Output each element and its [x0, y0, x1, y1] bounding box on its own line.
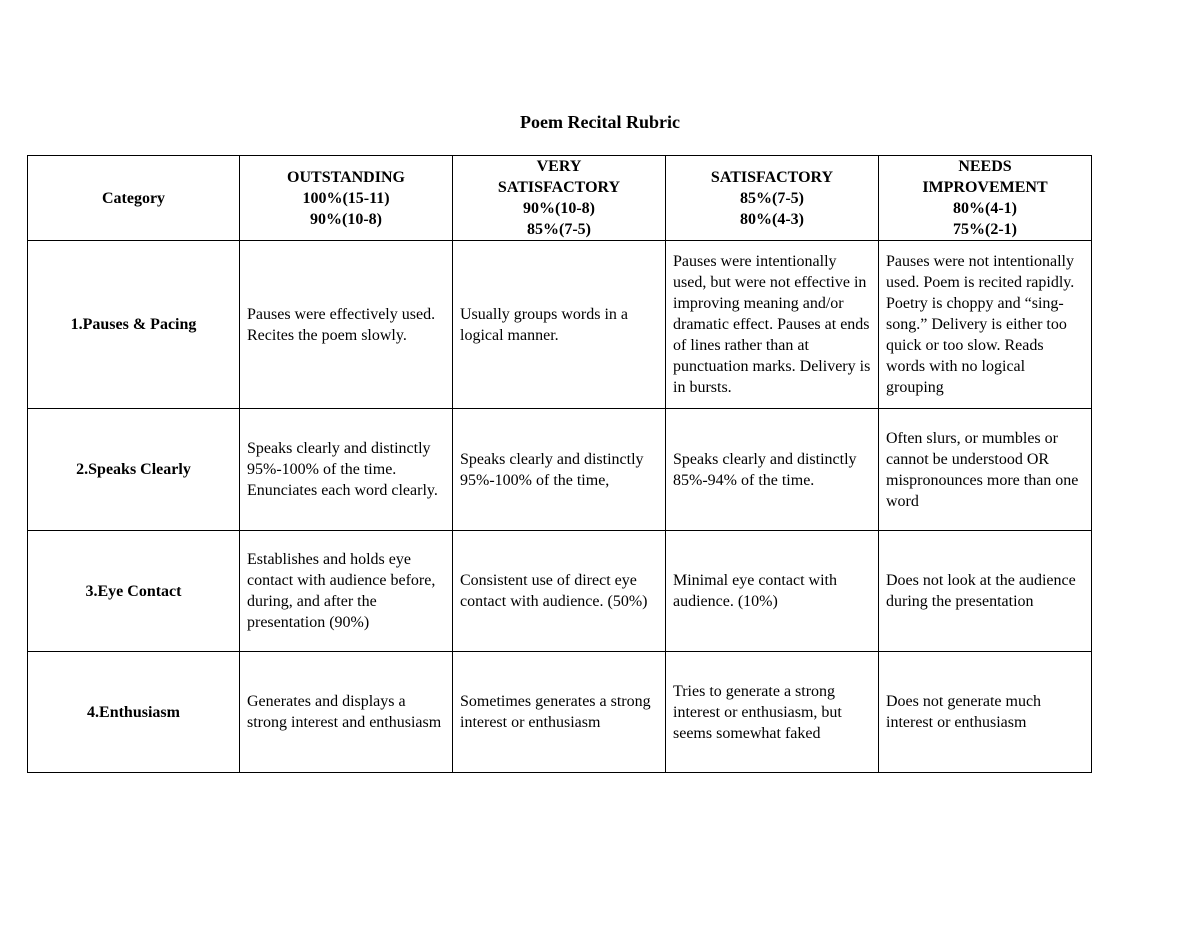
table-cell: Usually groups words in a logical manner.	[453, 241, 666, 409]
table-row	[28, 241, 1092, 409]
header-line: 80%(4-1)	[953, 200, 1017, 217]
header-line: 90%(10-8)	[310, 210, 382, 228]
rubric-table	[27, 155, 1092, 773]
table-row	[28, 531, 1092, 652]
row-category-speaks-clearly: 2.Speaks Clearly	[28, 409, 240, 531]
page-title: Poem Recital Rubric	[520, 112, 680, 132]
header-satisfactory	[666, 156, 879, 241]
table-cell: Pauses were effectively used. Recites the poem slowly.	[240, 241, 453, 409]
header-category: Category	[28, 156, 240, 241]
header-very-satisfactory	[453, 156, 666, 241]
table-cell: Does not look at the audience during the presentation	[879, 531, 1092, 652]
header-line: 80%(4-3)	[740, 210, 804, 228]
table-cell: Speaks clearly and distinctly 95%-100% of the time. Enunciates each word clearly.	[240, 409, 453, 531]
header-line: VERY	[536, 158, 582, 175]
table-cell: Consistent use of direct eye contact with audience. (50%)	[453, 531, 666, 652]
table-cell: Speaks clearly and distinctly 85%-94% of the time.	[666, 409, 879, 531]
table-cell: Sometimes generates a strong interest or enthusiasm	[453, 652, 666, 773]
table-cell: Pauses were intentionally used, but were not effective in improving meaning and/or dramatic effect. Pauses at ends of lines rather than at punctuation marks. Delivery is in bursts.	[666, 241, 879, 409]
table-cell: Tries to generate a strong interest or enthusiasm, but seems somewhat faked	[666, 652, 879, 773]
table-row	[28, 409, 1092, 531]
table-row	[28, 652, 1092, 773]
header-line: 90%(10-8)	[523, 200, 595, 217]
header-line: 85%(7-5)	[527, 221, 591, 238]
table-cell: Speaks clearly and distinctly 95%-100% of the time,	[453, 409, 666, 531]
header-line: NEEDS	[958, 158, 1012, 175]
header-line: 75%(2-1)	[953, 221, 1017, 238]
row-category-enthusiasm: 4.Enthusiasm	[28, 652, 240, 773]
table-cell: Does not generate much interest or enthusiasm	[879, 652, 1092, 773]
header-line: 85%(7-5)	[740, 189, 804, 207]
header-line: OUTSTANDING	[287, 168, 405, 186]
header-outstanding	[240, 156, 453, 241]
header-line: 100%(15-11)	[302, 189, 390, 207]
header-line: IMPROVEMENT	[922, 179, 1048, 196]
table-cell: Minimal eye contact with audience. (10%)	[666, 531, 879, 652]
row-category-eye-contact: 3.Eye Contact	[28, 531, 240, 652]
row-category-pauses-pacing: 1.Pauses & Pacing	[28, 241, 240, 409]
table-cell: Generates and displays a strong interest and enthusiasm	[240, 652, 453, 773]
table-cell: Pauses were not intentionally used. Poem is recited rapidly. Poetry is choppy and “sing-song.” Delivery is either too quick or too slow. Reads words with no logical grouping	[879, 241, 1092, 409]
header-needs-improvement	[879, 156, 1092, 241]
header-line: SATISFACTORY	[497, 179, 621, 196]
table-cell: Often slurs, or mumbles or cannot be understood OR mispronounces more than one word	[879, 409, 1092, 531]
header-line: SATISFACTORY	[710, 168, 834, 186]
header-row	[28, 156, 1092, 241]
table-cell: Establishes and holds eye contact with audience before, during, and after the presentation (90%)	[240, 531, 453, 652]
